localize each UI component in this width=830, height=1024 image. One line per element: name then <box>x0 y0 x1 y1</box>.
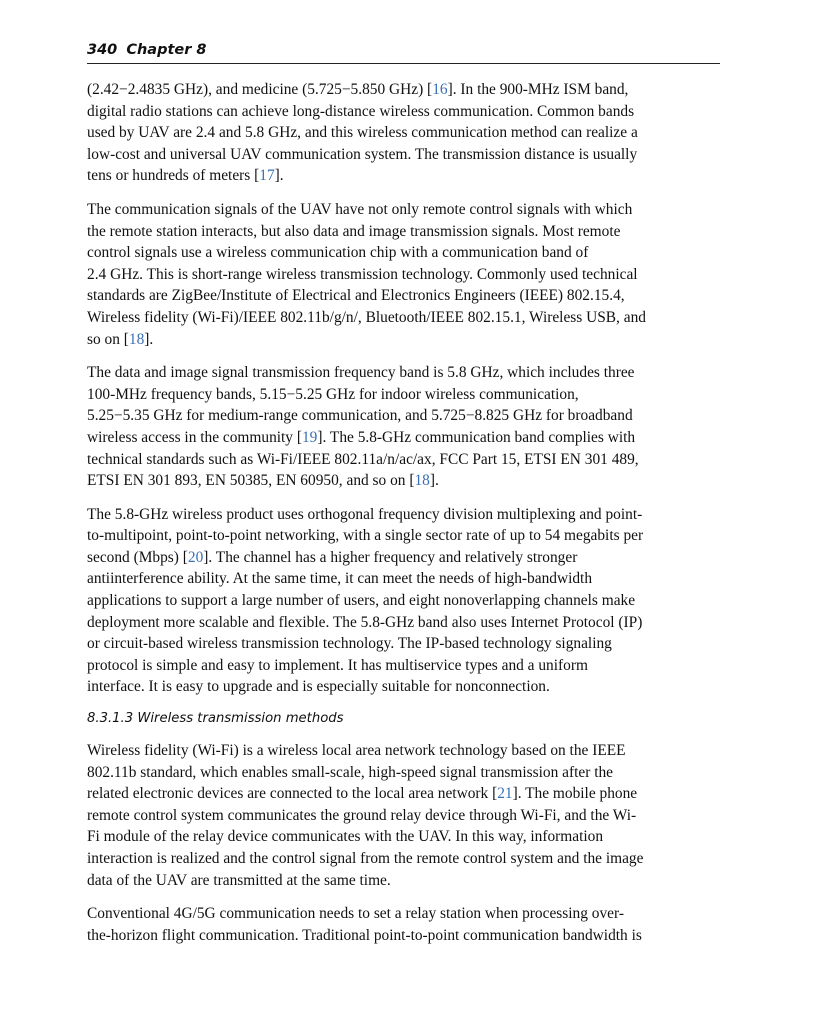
text-segment: Wireless fidelity (Wi-Fi)/IEEE 802.11b/g/n/, Bluetooth/IEEE 802.15.1, Wireless USB, and <box>87 308 646 326</box>
text-line <box>87 633 719 655</box>
text-line <box>87 405 719 427</box>
text-line <box>87 221 719 243</box>
text-line <box>87 427 719 449</box>
text-line <box>87 826 719 848</box>
text-line <box>87 925 719 947</box>
text-line <box>87 655 719 677</box>
text-segment: the-horizon flight communication. Traditional point-to-point communication bandwidth is <box>87 926 642 944</box>
text-line <box>87 740 719 762</box>
paragraph <box>87 199 719 350</box>
text-segment: so on [ <box>87 330 129 348</box>
text-segment: ]. <box>144 330 154 348</box>
text-line <box>87 144 719 166</box>
text-line <box>87 525 719 547</box>
text-segment: applications to support a large number of users, and eight nonoverlapping channels make <box>87 592 636 610</box>
text-segment: related electronic devices are connected to the local area network [ <box>87 785 498 803</box>
citation-link[interactable]: 18 <box>414 472 430 490</box>
text-segment: remote control system communicates the ground relay device through Wi-Fi, and the Wi- <box>87 806 637 824</box>
section-heading: 8.3.1.3 Wireless transmission methods <box>87 711 344 727</box>
citation-link[interactable]: 19 <box>301 428 318 446</box>
text-segment: or circuit-based wireless transmission technology. The IP-based technology signaling <box>87 635 612 653</box>
citation-link[interactable]: 17 <box>259 167 275 185</box>
text-segment: The communication signals of the UAV have not only remote control signals with which <box>87 200 633 218</box>
text-line <box>87 101 719 123</box>
text-segment: ]. In the 900-MHz ISM band, <box>447 81 629 98</box>
chapter-label: Chapter 8 <box>126 42 207 58</box>
text-segment: control signals use a wireless communication chip with a communication band of <box>87 244 589 262</box>
text-line <box>87 805 719 827</box>
text-segment: technical standards such as Wi-Fi/IEEE 802.11a/n/ac/ax, FCC Part 15, ETSI EN 301 489, <box>87 450 639 468</box>
text-segment: used by UAV are 2.4 and 5.8 GHz, and this wireless communication method can realize a <box>87 124 638 142</box>
text-line <box>87 783 719 805</box>
text-line <box>87 384 719 406</box>
text-segment: Conventional 4G/5G communication needs to set a relay station when processing over- <box>87 905 624 923</box>
page-number: 340 <box>87 42 118 58</box>
text-segment: ]. The channel has a higher frequency and relatively stronger <box>203 548 578 566</box>
text-segment: (2.42−2.4835 GHz), and medicine (5.725−5.850 GHz) [ <box>87 81 433 98</box>
paragraph <box>87 903 719 946</box>
text-line <box>87 285 719 307</box>
text-segment: standards are ZigBee/Institute of Electrical and Electronics Engineers (IEEE) 802.15.4, <box>87 287 625 305</box>
paragraph <box>87 79 719 187</box>
text-segment: digital radio stations can achieve long-distance wireless communication. Common bands <box>87 102 635 120</box>
text-line <box>87 612 719 634</box>
citation-link[interactable]: 16 <box>432 81 448 98</box>
text-line <box>87 568 719 590</box>
text-segment: protocol is simple and easy to implement. It has multiservice types and a uniform <box>87 656 588 674</box>
text-line <box>87 362 719 384</box>
text-segment: interface. It is easy to upgrade and is especially suitable for nonconnection. <box>87 678 550 696</box>
text-line <box>87 870 719 892</box>
text-segment: ]. The 5.8-GHz communication band complies with <box>317 428 636 446</box>
text-segment: ]. <box>274 167 284 185</box>
text-segment: Fi module of the relay device communicates with the UAV. In this way, information <box>87 828 604 846</box>
text-segment: low-cost and universal UAV communication system. The transmission distance is usually <box>87 145 638 163</box>
text-segment: 100-MHz frequency bands, 5.15−5.25 GHz for indoor wireless communication, <box>87 385 579 403</box>
running-head <box>87 40 720 64</box>
paragraph <box>87 504 719 698</box>
text-segment: The 5.8-GHz wireless product uses orthogonal frequency division multiplexing and point- <box>87 505 643 523</box>
text-line <box>87 848 719 870</box>
text-segment: 5.25−5.35 GHz for medium-range communication, and 5.725−8.825 GHz for broadband <box>87 407 633 425</box>
text-segment: to-multipoint, point-to-point networking, with a single sector rate of up to 54 megabits per <box>87 527 644 545</box>
text-segment: ETSI EN 301 893, EN 50385, EN 60950, and so on [ <box>87 472 415 490</box>
text-segment: the remote station interacts, but also data and image transmission signals. Most remote <box>87 222 621 240</box>
paragraphs-before-heading <box>87 79 719 698</box>
paragraph <box>87 740 719 891</box>
text-segment: second (Mbps) [ <box>87 548 188 566</box>
text-line <box>87 449 719 471</box>
text-line <box>87 762 719 784</box>
citation-link[interactable]: 18 <box>128 330 145 348</box>
text-segment: The data and image signal transmission frequency band is 5.8 GHz, which includes three <box>87 364 635 382</box>
text-segment: 802.11b standard, which enables small-scale, high-speed signal transmission after the <box>87 763 613 781</box>
text-line <box>87 676 719 698</box>
text-segment: deployment more scalable and flexible. The 5.8-GHz band also uses Internet Protocol (IP) <box>87 613 643 631</box>
text-segment: tens or hundreds of meters [ <box>87 167 260 185</box>
text-segment: antiinterference ability. At the same time, it can meet the needs of high-bandwidth <box>87 570 593 588</box>
text-line <box>87 264 719 286</box>
text-line <box>87 590 719 612</box>
text-line <box>87 307 719 329</box>
paragraphs-after-heading <box>87 740 719 946</box>
citation-link[interactable]: 20 <box>187 548 204 566</box>
citation-link[interactable]: 21 <box>497 785 513 803</box>
text-segment: ]. <box>429 472 439 490</box>
text-segment: ]. The mobile phone <box>512 785 638 803</box>
body-text <box>87 79 719 958</box>
text-segment: interaction is realized and the control signal from the remote control system and the image <box>87 850 644 867</box>
text-line <box>87 165 719 187</box>
text-line <box>87 79 719 101</box>
text-segment: Wireless fidelity (Wi-Fi) is a wireless local area network technology based on the IEEE <box>87 742 626 760</box>
text-segment: data of the UAV are transmitted at the same time. <box>87 871 391 889</box>
text-line <box>87 504 719 526</box>
paragraph <box>87 362 719 492</box>
text-line <box>87 122 719 144</box>
text-line <box>87 470 719 492</box>
text-line <box>87 329 719 351</box>
text-line <box>87 199 719 221</box>
text-line <box>87 903 719 925</box>
text-line <box>87 547 719 569</box>
text-segment: wireless access in the community [ <box>87 428 302 446</box>
text-segment: 2.4 GHz. This is short-range wireless transmission technology. Commonly used technical <box>87 265 638 283</box>
text-line <box>87 242 719 264</box>
